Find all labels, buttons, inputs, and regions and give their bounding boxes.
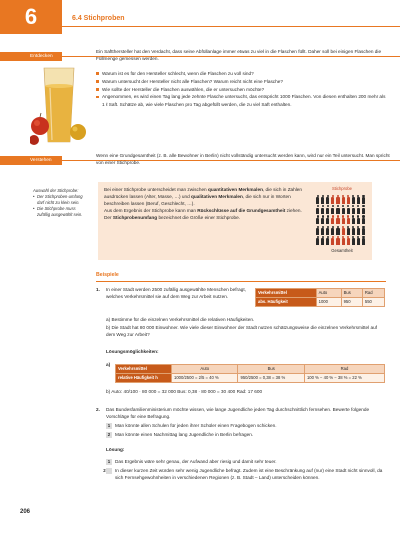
person-icon <box>321 215 324 224</box>
person-icon <box>331 195 334 204</box>
side-note-item: • Die Stichprobe muss zufällig ausgewählt sein. <box>33 206 87 218</box>
person-icon <box>357 236 360 245</box>
box-text: , die sich in Zahlen ausdrücken lassen (Alter, Masse, …) und <box>104 187 303 200</box>
table-cell: 100 % − 40 % − 38 % = 22 % <box>304 374 384 383</box>
person-icon <box>357 215 360 224</box>
option-number-badge: 1 <box>107 423 111 428</box>
person-icon <box>352 226 355 235</box>
person-icon <box>321 195 324 204</box>
box-text: Der <box>104 215 113 221</box>
box-text: bezeichnet die Größe einer Stichprobe. <box>157 215 241 221</box>
option-text: Man könnte allen Schulen für jeden ihrer Schüler einen Fragebogen schicken. <box>115 423 277 428</box>
person-icon <box>362 205 365 214</box>
person-icon <box>347 205 350 214</box>
box-text: , die sich nur in Worten beschreiben lassen (Beruf, Geschlecht, …). <box>104 194 291 207</box>
example-1-a: a) Bestimme für die einzelnen Verkehrsmittel die relativen Häufigkeiten. <box>106 317 255 322</box>
entdecken-bullet: Warum untersucht der Hersteller nicht alle Flaschen? Warum reicht nicht eine Flasche? <box>96 78 386 85</box>
page-number: 206 <box>20 509 31 515</box>
table-header: Bus <box>341 289 362 298</box>
box-text: ziehen. <box>285 208 302 214</box>
table-header: Bus <box>238 365 304 374</box>
person-icon <box>321 205 324 214</box>
table-header: Auto <box>172 365 238 374</box>
section-title: 6.4 Stichproben <box>72 15 125 22</box>
box-bold: qualitativen Merkmalen <box>191 194 243 200</box>
table-cell: 1000 <box>316 298 341 307</box>
person-icon <box>347 195 350 204</box>
table-cell: 550 <box>362 298 384 307</box>
person-icon <box>336 195 339 204</box>
person-icon <box>336 215 339 224</box>
box-bold: Rückschlüsse auf die Grundgesamtheit <box>197 208 286 214</box>
solution-2-title: Lösung: <box>106 447 125 452</box>
person-icon <box>342 215 345 224</box>
person-icon <box>342 236 345 245</box>
side-note-title: Auswahl der Stichprobe: <box>33 188 79 193</box>
side-note <box>33 188 87 218</box>
solution-2-item-2 <box>103 467 386 482</box>
option-text: Man könnte einen Nachmittag lang Jugendliche in Berlin befragen. <box>115 432 254 437</box>
juice-glass-illustration <box>30 64 88 146</box>
person-icon <box>316 195 319 204</box>
person-icon <box>342 226 345 235</box>
solution-a-label: a) <box>106 362 111 367</box>
person-icon <box>347 226 350 235</box>
person-icon <box>331 205 334 214</box>
definition-text <box>104 186 314 221</box>
table-cell: 1000/2500 = 2/5 = 40 % <box>172 374 238 383</box>
person-icon <box>321 236 324 245</box>
person-icon <box>362 226 365 235</box>
examples-rule <box>96 281 386 282</box>
table-row-label: abs. Häufigkeit <box>256 298 317 307</box>
table-row-label: relative Häufigkeit h <box>116 374 172 383</box>
population-figure <box>316 195 368 247</box>
relative-frequency-table <box>115 364 385 383</box>
option-number-badge: 2 <box>107 432 111 437</box>
solution-b: b) Auto: 40/100 · 80 000 = 32 000 Bus: 0,38 · 80 000 = 30 400 Rad: 17 600 <box>106 389 263 394</box>
person-icon <box>326 236 329 245</box>
person-icon <box>362 236 365 245</box>
table-header: Rad <box>362 289 384 298</box>
person-icon <box>316 205 319 214</box>
person-icon <box>316 215 319 224</box>
option-number-badge: 1 <box>107 459 111 464</box>
person-icon <box>352 195 355 204</box>
person-icon <box>336 226 339 235</box>
box-text: Bei einer Stichprobe unterscheidet man zwischen <box>104 187 208 192</box>
example-1-text: In einer Stadt werden 2500 zufällig ausgewählte Menschen befragt, welches Verkehrsmittel sie auf dem Weg zur Arbeit nutzen. <box>106 287 246 300</box>
person-icon <box>342 205 345 214</box>
example-1-b: b) Die Stadt hat 80 000 Einwohner. Wie viele dieser Einwohner der Stadt nutzen schätzungsweise die einzelnen Verkehrsmittel auf dem Weg zur Arbeit? <box>106 325 377 338</box>
example-2-option-2 <box>106 431 386 438</box>
person-icon <box>352 205 355 214</box>
person-icon <box>357 226 360 235</box>
person-icon <box>331 226 334 235</box>
entdecken-label: Entdecken <box>0 52 62 61</box>
side-note-item: • Der Stichproben-umfang darf nicht zu klein sein. <box>33 194 87 206</box>
entdecken-bullets <box>96 70 386 108</box>
verstehen-intro: Wenn eine Grundgesamtheit (z. B. alle Bewohner in Berlin) nicht vollständig untersucht werden kann, wird nur ein Teil untersucht. Man spricht von einer Stichprobe. <box>96 153 390 166</box>
box-text: Aus dem Ergebnis der Stichprobe kann man <box>104 208 198 214</box>
person-icon <box>326 205 329 214</box>
box-bold: quantitativen Merkmalen <box>207 187 263 192</box>
person-icon <box>326 215 329 224</box>
person-icon <box>326 226 329 235</box>
person-icon <box>352 236 355 245</box>
figure-label-stichprobe: Stichprobe <box>331 186 353 191</box>
person-icon <box>316 236 319 245</box>
entdecken-bullet: Warum ist es für den Hersteller schlecht, wenn die Flaschen zu voll sind? <box>96 70 386 77</box>
person-icon <box>357 205 360 214</box>
entdecken-bullet: Angenommen, es wird einen Tag lang jede zehnte Flasche untersucht, das entspricht 1000 Flaschen. Von diesen enthalten 200 mehr als 1 ℓ Saft. Schätze ab, wie viele Flaschen pro Tag abgefüllt werden, die zu viel Saft enthalten. <box>96 93 386 108</box>
person-icon <box>336 205 339 214</box>
verstehen-label: Verstehen <box>0 156 62 165</box>
solution-2-item-1 <box>106 458 386 465</box>
table-header: Verkehrsmittel <box>256 289 317 298</box>
example-2-number: 2. <box>96 407 100 412</box>
person-icon <box>347 215 350 224</box>
table-cell: 950 <box>341 298 362 307</box>
figure-label-gesamtheit: Gesamtheit <box>331 248 353 253</box>
person-icon <box>352 215 355 224</box>
option-text: Das Ergebnis wäre sehr genau, der Aufwand aber riesig und damit sehr teuer. <box>115 459 277 464</box>
person-icon <box>347 236 350 245</box>
person-icon <box>362 215 365 224</box>
header-rule <box>62 26 400 27</box>
person-icon <box>362 195 365 204</box>
table-header: Rad <box>304 365 384 374</box>
person-icon <box>326 195 329 204</box>
solutions-title: Lösungsmöglichkeiten: <box>106 349 159 354</box>
entdecken-intro: Ein Saftthersteller hat den Verdacht, dass seine Abfüllanlage immer etwas zu viel in die Flaschen füllt. Daher soll bei einigen Flaschen die Füllmenge gemessen werden. <box>96 49 382 62</box>
examples-title: Beispiele <box>96 272 119 278</box>
option-text: In dieser kurzen Zeit würden sehr wenig Jugendliche befragt. Zudem ist eine Beschränkung auf (nur) eine Stadt nicht sinnvoll, da sich Fernsehgewohnheiten in verschiedenen Regionen (z. B. Stadt – Land) unterscheiden können. <box>115 468 383 481</box>
person-icon <box>336 236 339 245</box>
person-icon <box>342 195 345 204</box>
example-2-text: Das Bundesfamilienministerium möchte wissen, wie lange Jugendliche jeden Tag durchschnittlich fernsehen. Bewerte folgende Vorschläge für eine Befragung. <box>106 407 370 420</box>
table-header: Verkehrsmittel <box>116 365 172 374</box>
person-icon <box>321 226 324 235</box>
table-header: Auto <box>316 289 341 298</box>
chapter-number: 6 <box>24 4 38 29</box>
option-number-badge: 2 <box>106 468 112 474</box>
person-icon <box>331 215 334 224</box>
table-cell: 950/2500 = 0,38 = 38 % <box>238 374 304 383</box>
entdecken-bullet: Wie sollte der Hersteller die Flaschen auswählen, die er untersuchen möchte? <box>96 86 386 93</box>
example-1-number: 1. <box>96 287 100 292</box>
person-icon <box>331 236 334 245</box>
example-2-option-1 <box>106 422 386 429</box>
person-icon <box>316 226 319 235</box>
frequency-table <box>255 288 385 307</box>
person-icon <box>357 195 360 204</box>
box-bold: Stichprobenumfang <box>112 215 158 221</box>
